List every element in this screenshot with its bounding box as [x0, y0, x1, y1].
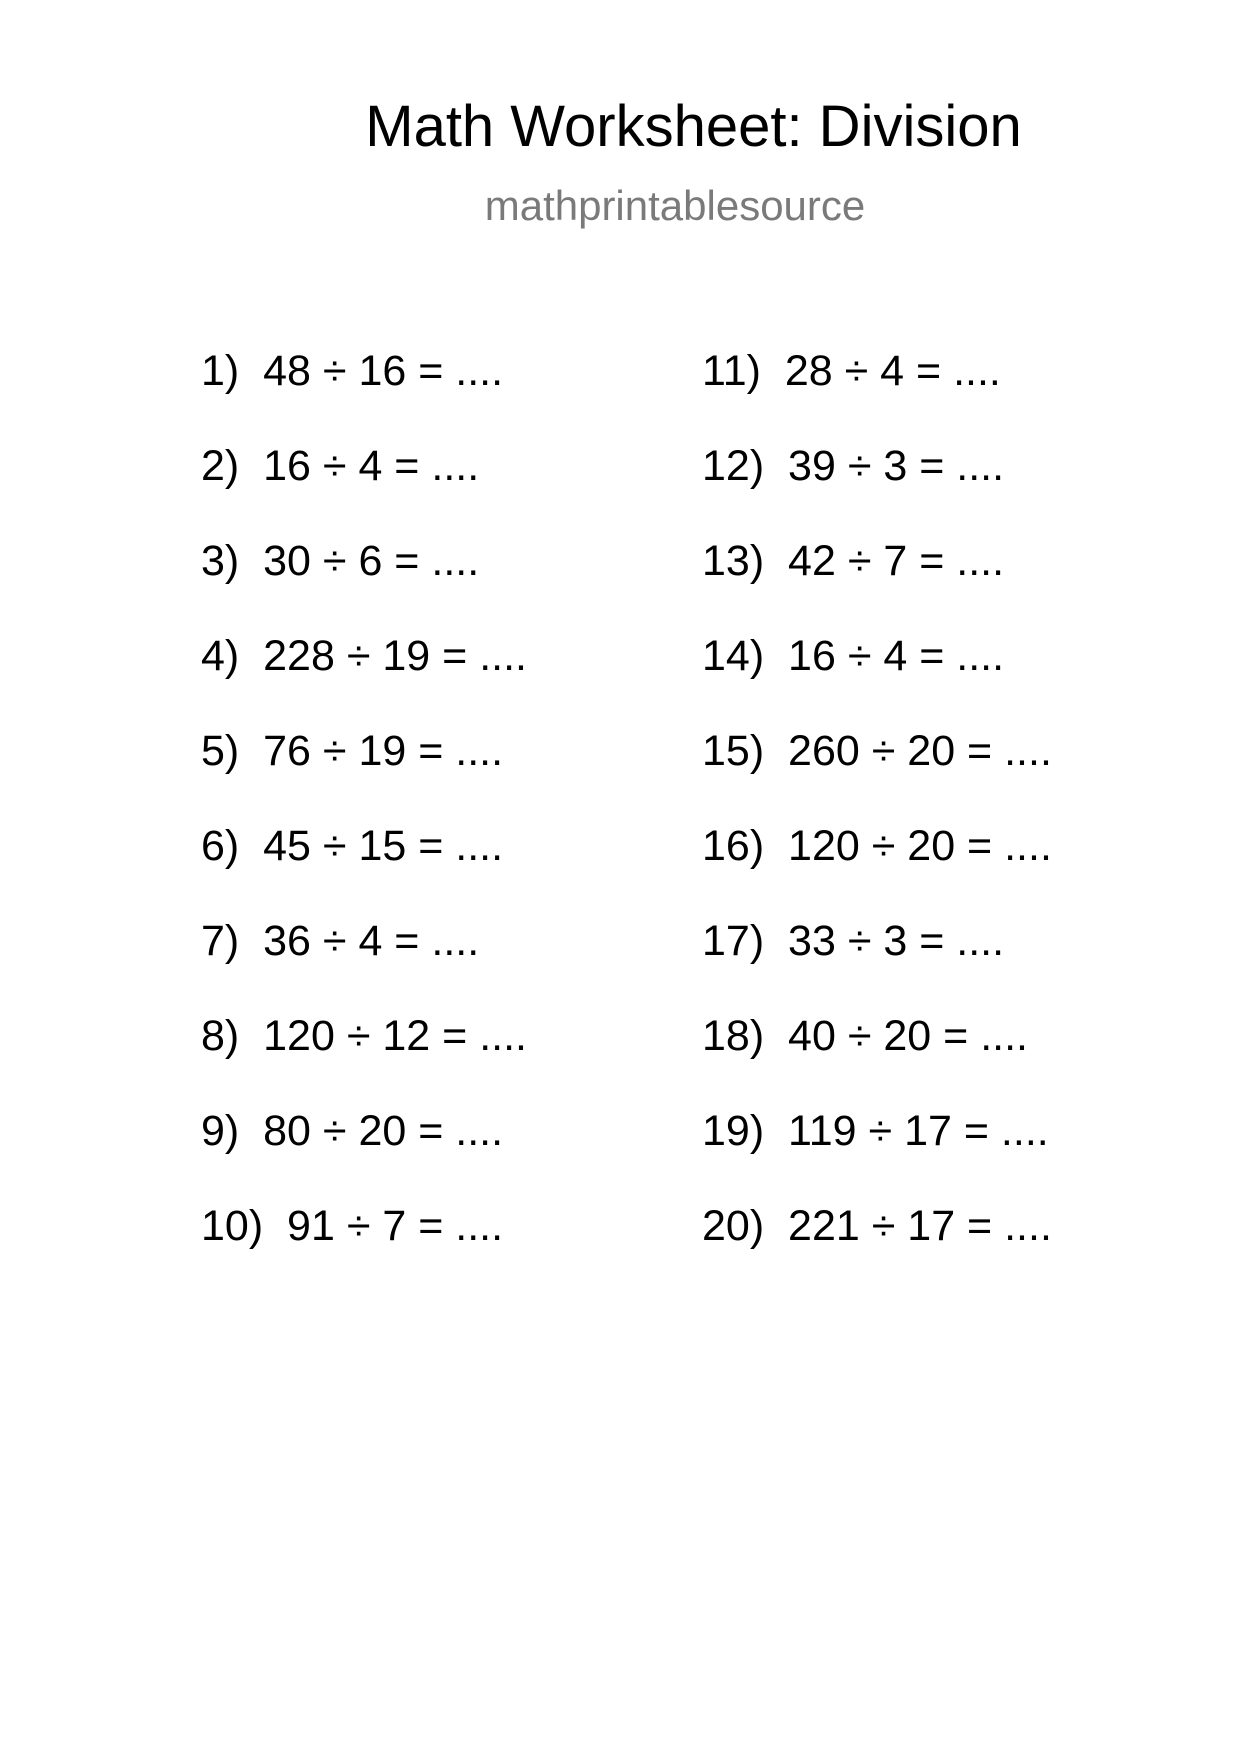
problem-8: 8) 120 ÷ 12 = .... — [201, 1012, 527, 1060]
problem-4: 4) 228 ÷ 19 = .... — [201, 632, 527, 680]
problem-11: 11) 28 ÷ 4 = .... — [702, 347, 1001, 395]
problem-column-right — [702, 345, 1052, 1295]
problem-16: 16) 120 ÷ 20 = .... — [702, 822, 1052, 870]
problem-19: 19) 119 ÷ 17 = .... — [702, 1107, 1049, 1155]
problem-1: 1) 48 ÷ 16 = .... — [201, 347, 504, 395]
problem-column-left — [201, 345, 527, 1295]
problem-12: 12) 39 ÷ 3 = .... — [702, 442, 1005, 490]
problem-7: 7) 36 ÷ 4 = .... — [201, 917, 480, 965]
worksheet-subtitle: mathprintablesource — [484, 182, 866, 229]
problem-6: 6) 45 ÷ 15 = .... — [201, 822, 504, 870]
problem-13: 13) 42 ÷ 7 = .... — [702, 537, 1005, 585]
problem-18: 18) 40 ÷ 20 = .... — [702, 1012, 1028, 1060]
worksheet-title: Math Worksheet: Division — [365, 94, 1022, 159]
problem-3: 3) 30 ÷ 6 = .... — [201, 537, 480, 585]
problem-9: 9) 80 ÷ 20 = .... — [201, 1107, 504, 1155]
problem-10: 10) 91 ÷ 7 = .... — [201, 1202, 504, 1250]
problem-17: 17) 33 ÷ 3 = .... — [702, 917, 1005, 965]
problem-20: 20) 221 ÷ 17 = .... — [702, 1202, 1052, 1250]
problem-14: 14) 16 ÷ 4 = .... — [702, 632, 1005, 680]
problem-2: 2) 16 ÷ 4 = .... — [201, 442, 480, 490]
problem-5: 5) 76 ÷ 19 = .... — [201, 727, 504, 775]
problem-15: 15) 260 ÷ 20 = .... — [702, 727, 1052, 775]
